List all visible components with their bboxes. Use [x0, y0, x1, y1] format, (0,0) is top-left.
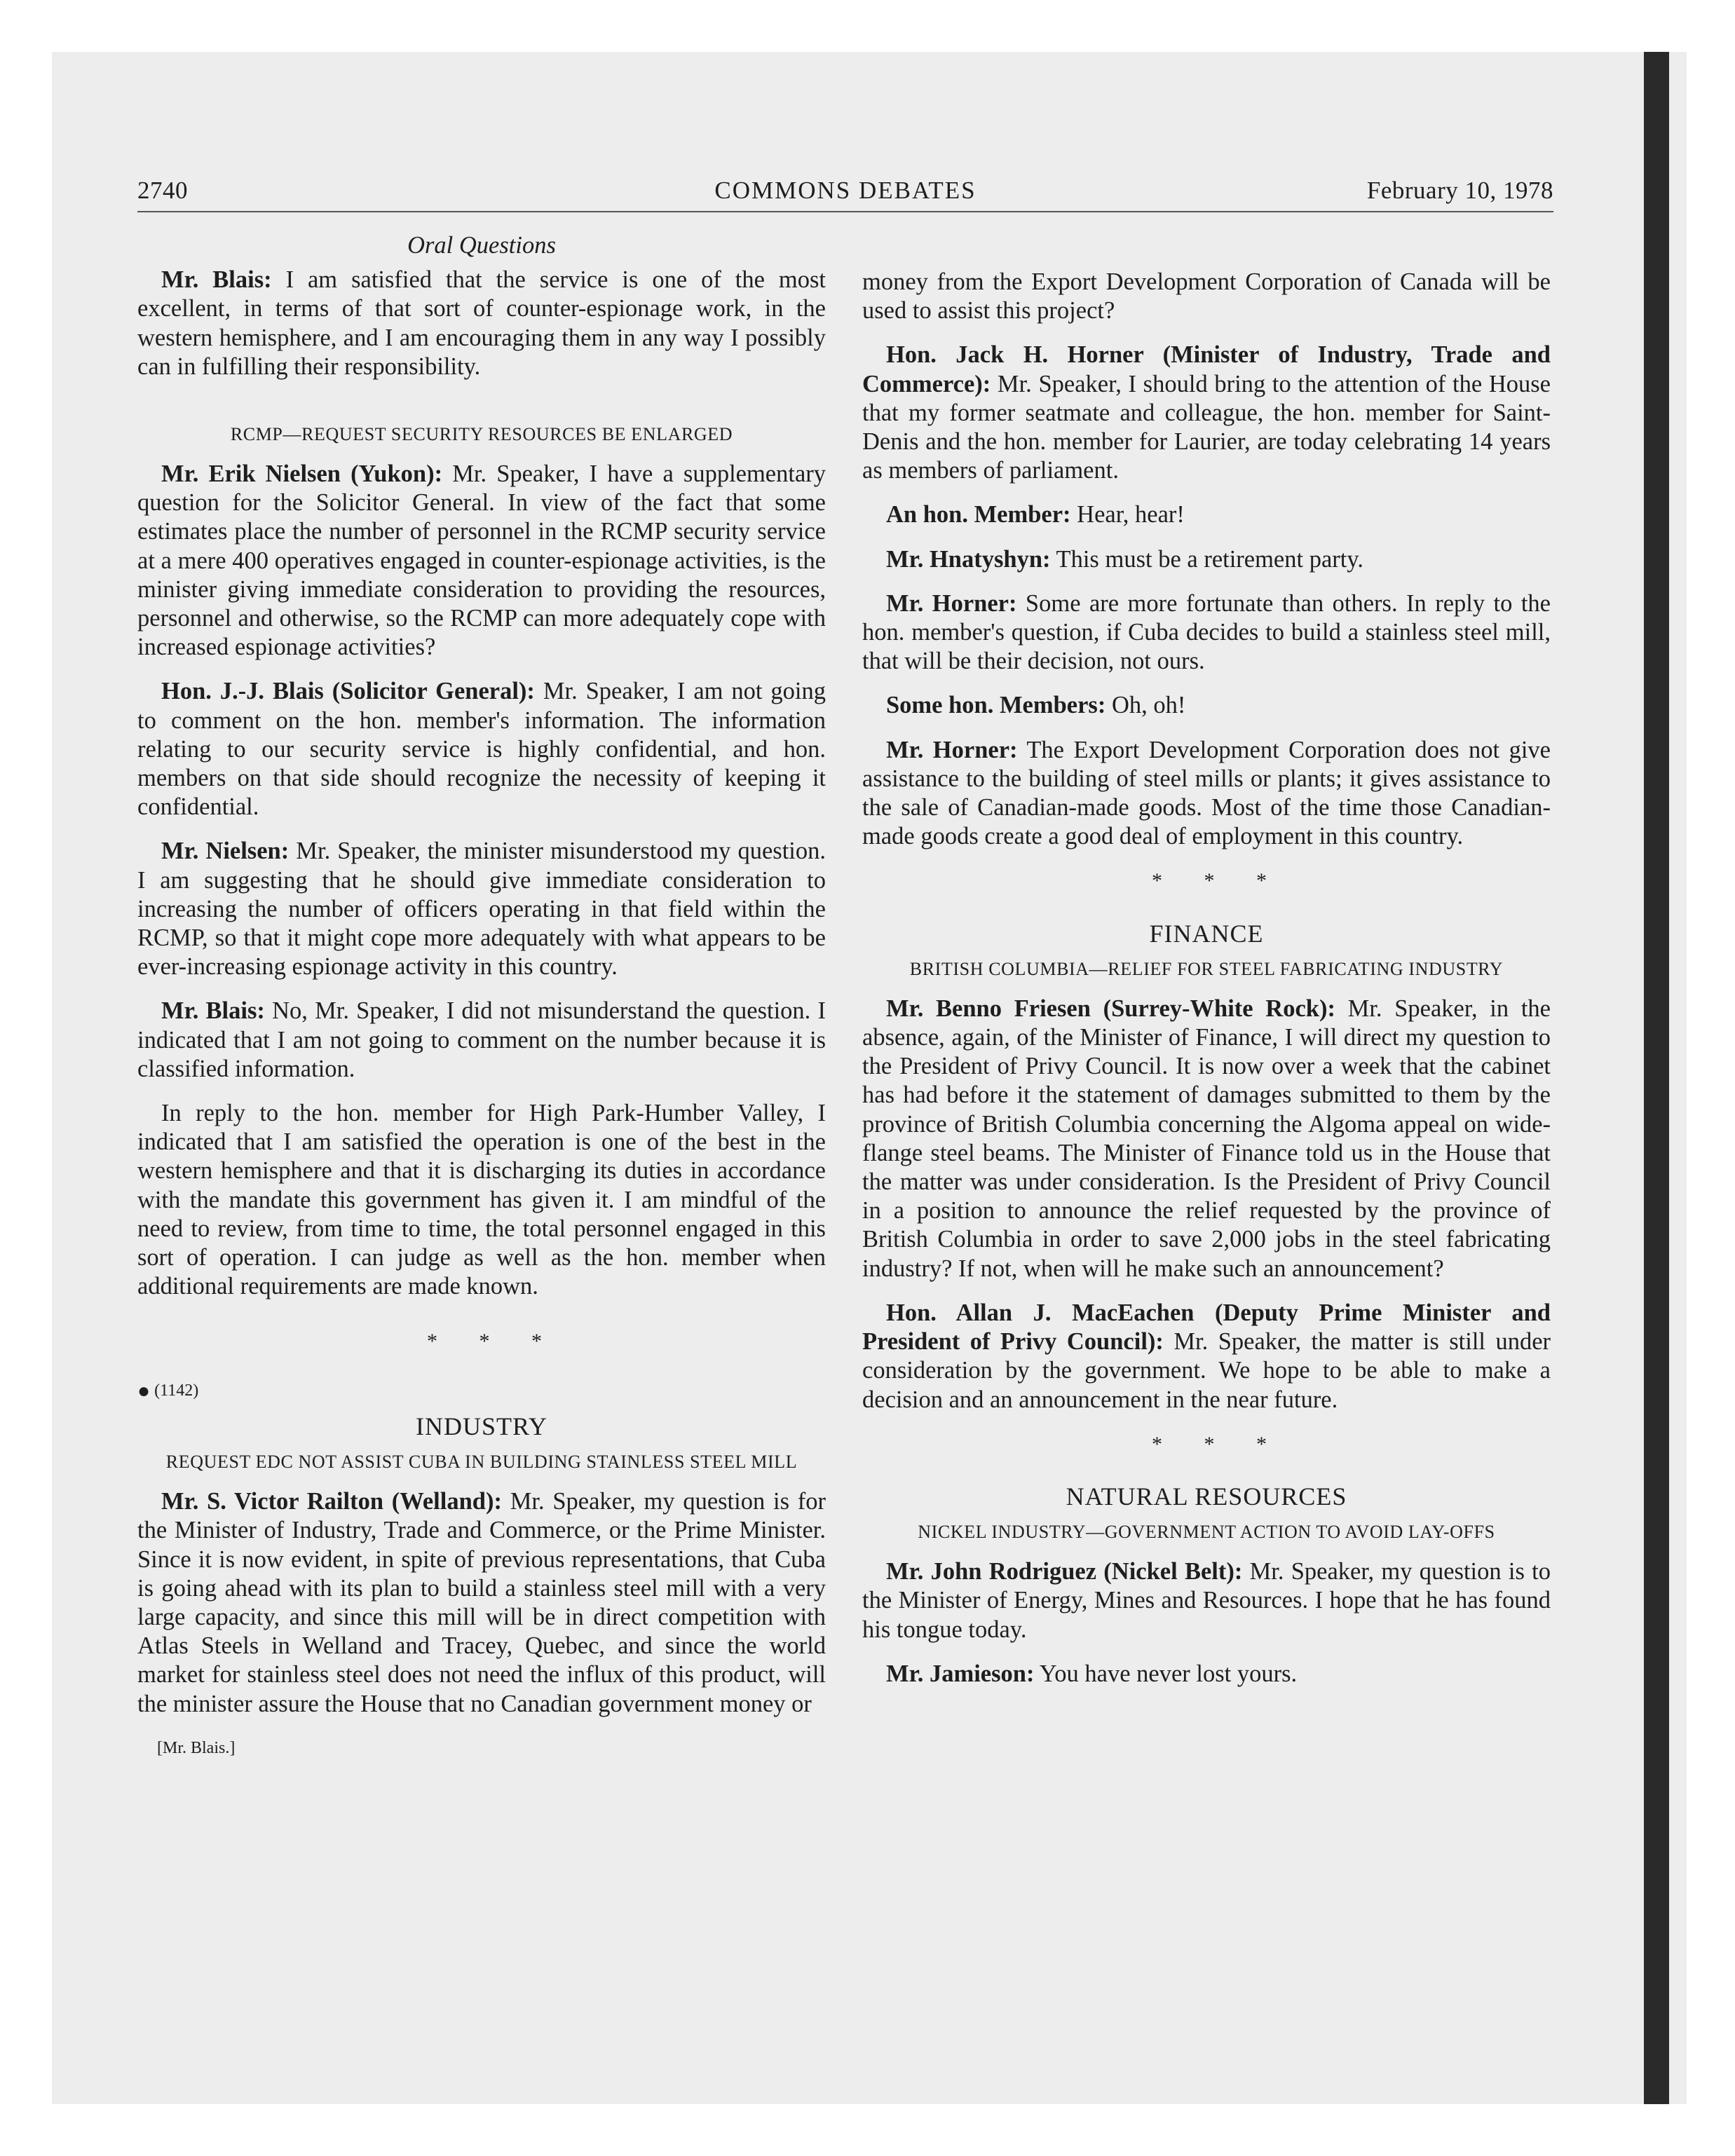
speaker: Hon. Allan J. MacEachen (Deputy Prime Minister and President of Privy Council): — [862, 1299, 1551, 1356]
publication-date: February 10, 1978 — [1366, 177, 1553, 204]
speech-text: Mr. Speaker, in the absence, again, of the Minister of Finance, I will direct my question to the President of Privy Council. It is now over a week that the cabinet has had before it the statement of damages submitted to them by the province of British Columbia concerning the Algoma appeal on wide-flange steel beams. The Minister of Finance told us in the House that the matter was under consideration. Is the President of Privy Council in a position to announce the relief requested by the province of British Columbia in order to save 2,000 jobs in the steel fabricating industry? If not, when will he make such an announcement? — [862, 995, 1551, 1282]
paragraph — [862, 736, 1551, 852]
paragraph — [862, 691, 1551, 720]
speaker: Some hon. Members: — [886, 692, 1106, 719]
paragraph — [862, 995, 1551, 1283]
speaker: Mr. Hnatyshyn: — [886, 545, 1051, 573]
section-separator: * * * — [427, 1329, 560, 1353]
speaker: Mr. Horner: — [886, 589, 1017, 617]
page-number: 2740 — [137, 177, 188, 204]
section-heading-finance: FINANCE — [1149, 919, 1264, 948]
speech-text: The Export Development Corporation does not give assistance to the building of steel mills or plants; it gives assistance to the sale of Canadian-made goods. Most of the time those Canadian-made goods create a good deal of employment in this country. — [862, 736, 1551, 850]
speech-text: This must be a retirement party. — [1050, 545, 1363, 573]
subheading-oral-questions: Oral Questions — [407, 232, 556, 259]
paragraph — [137, 460, 826, 662]
paragraph — [862, 1557, 1551, 1644]
paragraph — [862, 545, 1551, 574]
section-heading-natural-resources: NATURAL RESOURCES — [1066, 1482, 1347, 1510]
section-separator: * * * — [1152, 869, 1285, 893]
page-header — [137, 177, 1553, 212]
speech-text: Some are more fortunate than others. In reply to the hon. member's question, if Cuba decides to build a stainless steel mill, that will be their decision, not ours. — [862, 589, 1551, 675]
speaker: Hon. Jack H. Horner (Minister of Industry, Trade and Commerce): — [862, 341, 1551, 397]
publication-title: COMMONS DEBATES — [714, 177, 977, 204]
speech-text: Mr. Speaker, I am not going to comment on the hon. member's information. The information relating to our security service is highly confidential, and hon. members on that side should recognize the necessity of keeping it confidential. — [137, 678, 826, 821]
speech-text: Mr. Speaker, my question is for the Minister of Industry, Trade and Commerce, or the Prime Minister. Since it is now evident, in spite of previous representations, that Cuba is going ahead with its plan to build a stainless steel mill with a very large capacity, and since this mill will be in direct competition with Atlas Steels in Welland and Tracey, Quebec, and since the world market for stainless steel does not need the influx of this product, will the minister assure the House that no Canadian government money or — [137, 1488, 826, 1717]
speaker: Mr. John Rodriguez (Nickel Belt): — [886, 1558, 1243, 1585]
speech-text: Mr. Speaker, the minister misunderstood my question. I am suggesting that he should give immediate consideration to increasing the number of officers operating in that field within the RCMP, so that it might cope more adequately with what appears to be ever-increasing espionage activity in this country. — [137, 838, 826, 981]
speech-text: Mr. Speaker, I have a supplementary question for the Solicitor General. In view of the fact that some estimates place the number of personnel in the RCMP security service at a mere 400 operatives engaged in counter-espionage activities, is the minister giving immediate consideration to providing the resources, personnel and otherwise, so the RCMP can more adequately cope with increased espionage activities? — [137, 460, 826, 661]
speaker: Hon. J.-J. Blais (Solicitor General): — [161, 678, 535, 705]
binding-edge — [1644, 52, 1669, 2104]
paragraph — [137, 837, 826, 981]
paragraph — [137, 1487, 826, 1719]
paragraph — [137, 677, 826, 821]
rubric-heading: NICKEL INDUSTRY—GOVERNMENT ACTION TO AVOID LAY-OFFS — [918, 1522, 1495, 1543]
speech-text: Oh, oh! — [1105, 692, 1186, 719]
speaker: Mr. Nielsen: — [161, 838, 290, 865]
speaker: Mr. Erik Nielsen (Yukon): — [161, 460, 443, 488]
paragraph — [862, 1660, 1551, 1688]
left-column — [137, 231, 826, 1763]
paragraph: In reply to the hon. member for High Park-Humber Valley, I indicated that I am satisfied the operation is one of the best in the western hemisphere and that it is discharging its duties in accordance with the mandate this government has given it. I am mindful of the need to review, from time to time, the total personnel engaged in this sort of operation. I can judge as well as the hon. member when additional requirements are made known. — [137, 1100, 826, 1300]
speaker: Mr. Horner: — [886, 736, 1018, 763]
bullet-icon: ● — [137, 1379, 151, 1403]
speaker: Mr. Blais: — [161, 266, 272, 294]
speaker: Mr. Jamieson: — [886, 1660, 1035, 1687]
rubric-heading: BRITISH COLUMBIA—RELIEF FOR STEEL FABRICATING INDUSTRY — [909, 958, 1504, 979]
paragraph — [137, 266, 826, 381]
section-separator: * * * — [1152, 1432, 1285, 1456]
speech-text: I am satisfied that the service is one of the most excellent, in terms of that sort of counter-espionage work, in the western hemisphere, and I am encouraging them in any way I possibly can in fulfilling their responsibility. — [137, 266, 826, 380]
speaker: Mr. Blais: — [161, 997, 265, 1025]
speech-text: You have never lost yours. — [1034, 1660, 1298, 1687]
speech-text: Mr. Speaker, my question is to the Minister of Energy, Mines and Resources. I hope that he has found his tongue today. — [862, 1558, 1551, 1643]
speaker: Mr. Benno Friesen (Surrey-White Rock): — [886, 995, 1335, 1022]
paragraph — [862, 1299, 1551, 1414]
paragraph — [862, 589, 1551, 676]
page-footnote: [Mr. Blais.] — [157, 1738, 236, 1757]
rubric-heading: REQUEST EDC NOT ASSIST CUBA IN BUILDING STAINLESS STEEL MILL — [165, 1452, 798, 1473]
paragraph — [862, 341, 1551, 485]
header-rule — [137, 211, 1553, 212]
section-heading-industry: INDUSTRY — [415, 1412, 548, 1440]
rubric-heading: RCMP—REQUEST SECURITY RESOURCES BE ENLARGED — [230, 424, 733, 445]
speech-text: Mr. Speaker, I should bring to the attention of the House that my former seatmate and colleague, the hon. member for Saint-Denis and the hon. member for Laurier, are today celebrating 14 years as members of parliament. — [862, 370, 1551, 484]
timestamp: ● (1142) — [137, 1379, 199, 1403]
paragraph-continued: money from the Export Development Corporation of Canada will be used to assist this project? — [862, 268, 1551, 325]
speaker: Mr. S. Victor Railton (Welland): — [161, 1488, 502, 1515]
speaker: An hon. Member: — [886, 501, 1071, 528]
speech-text: Mr. Speaker, the matter is still under consideration by the government. We hope to be able to make a decision and an announcement in the near future. — [862, 1328, 1551, 1413]
speech-text: Hear, hear! — [1070, 501, 1185, 528]
speech-text: No, Mr. Speaker, I did not misunderstand the question. I indicated that I am not going to comment on the number because it is classified information. — [137, 997, 826, 1082]
paragraph — [862, 500, 1551, 529]
right-column — [862, 268, 1551, 1704]
paragraph — [137, 997, 826, 1084]
